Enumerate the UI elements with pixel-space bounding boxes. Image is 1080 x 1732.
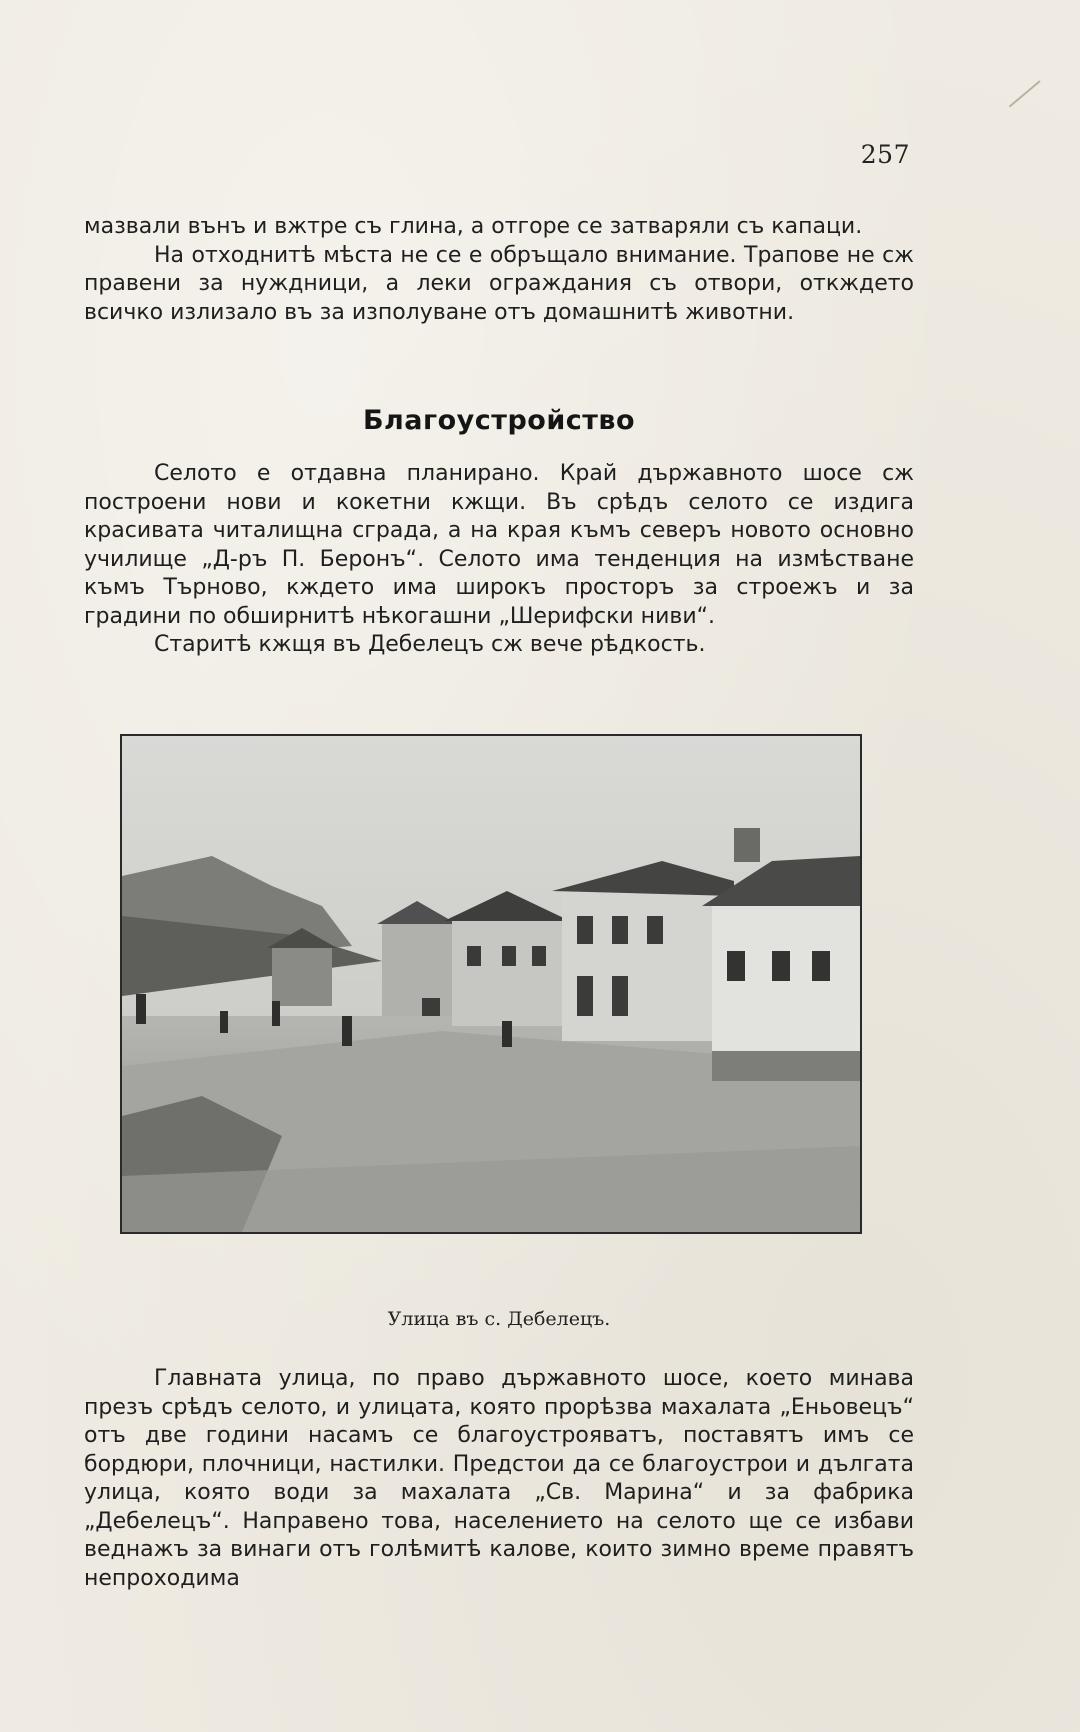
section-paragraph-2: Старитѣ кжщя въ Дебелецъ сж вече рѣдкость.	[154, 632, 706, 657]
section-heading: Благоустройство	[362, 405, 636, 436]
intro-line: мазвали вънъ и вжтре съ глина, а отгоре се затваряли съ капаци.	[84, 214, 863, 239]
page-number: 257	[860, 140, 910, 169]
closing-text	[84, 1365, 914, 1593]
section-paragraph-1: Селото е отдавна планирано. Край държавното шосе сж построени нови и кокетни кжщи. Въ срѣдъ селото се издига красивата читалищна сграда, а на края къмъ северъ новото основно училище „Д-ръ П. Беронъ“. Селото има тенденция на измѣстване къмъ Търново, кждето има широкъ просторъ за строежъ и за градини по обширнитѣ нѣкогашни „Шерифски ниви“.	[84, 461, 914, 629]
section-text	[84, 460, 914, 660]
page-corner-mark	[1009, 80, 1041, 107]
photo-caption: Улица въ с. Дебелецъ.	[387, 1308, 611, 1330]
closing-paragraph: Главната улица, по право държавното шосе, което минава презъ срѣдъ селото, и улицата, която прорѣзва махалата „Еньовецъ“ отъ две години насамъ се благоустрояватъ, поставятъ имъ се бордюри, плочници, настилки. Предстои да се благоустрои и дългата улица, която води за махалата „Св. Марина“ и за фабрика „Дебелецъ“. Направено това, населението на селото ще се избави веднажъ за винаги отъ голѣмитѣ калове, които зимно време правятъ непроходима	[84, 1366, 914, 1591]
intro-text	[84, 213, 914, 327]
intro-paragraph: На отходнитѣ мѣста не се е обръщало внимание. Трапове не сж правени за нуждници, а леки ограждания съ отвори, откждето всичко излизало въ за изполуване отъ домашнитѣ животни.	[84, 242, 914, 325]
street-photo	[120, 734, 862, 1234]
